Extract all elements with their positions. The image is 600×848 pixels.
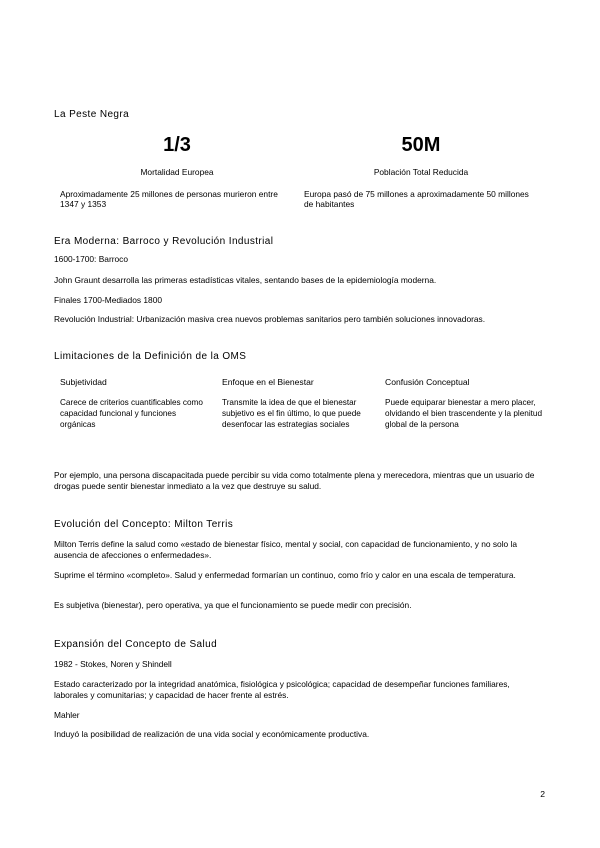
limitation-column [385,377,545,430]
stat-label: Mortalidad Europea [140,167,214,177]
section-title-peste: La Peste Negra [54,109,130,120]
paragraph: Milton Terris define la salud como «estado de bienestar físico, mental y social, con capacidad de funcionamiento, y no solo la ausencia de afecciones o enfermedades». [54,539,518,560]
column-body: Transmite la idea de que el bienestar subjetivo es el fin último, lo que puede desenfocar las estrategias sociales [222,398,361,429]
paragraph: Por ejemplo, una persona discapacitada puede percibir su vida como totalmente plena y merecedora, mientras que un usuario de drogas puede sentir bienestar inmediato a la vez que destruye su salud. [54,470,535,491]
section-title-expansion: Expansión del Concepto de Salud [54,639,218,650]
section-title-terris: Evolución del Concepto: Milton Terris [54,519,234,530]
limitation-column [222,377,372,430]
stat-desc: Aproximadamente 25 millones de personas murieron entre 1347 y 1353 [60,189,278,209]
stat-mortalidad [67,134,287,177]
paragraph: Revolución Industrial: Urbanización masiva crea nuevos problemas sanitarios pero también soluciones innovadoras. [54,314,486,324]
section-title-oms: Limitaciones de la Definición de la OMS [54,351,247,362]
subheading: 1982 - Stokes, Noren y Shindell [54,659,172,669]
stat-desc: Europa pasó de 75 millones a aproximadamente 50 millones de habitantes [304,189,529,209]
period-label: Finales 1700-Mediados 1800 [54,295,163,305]
column-title: Subjetividad [60,377,107,387]
subheading: Mahler [54,710,80,720]
paragraph: Suprime el término «completo». Salud y enfermedad formarían un continuo, como frío y calor en una escala de temperatura. [54,570,516,580]
section-title-moderna: Era Moderna: Barroco y Revolución Industrial [54,236,274,247]
stat-poblacion [311,134,531,177]
limitation-column [60,377,210,430]
paragraph: Induyó la posibilidad de realización de una vida social y económicamente productiva. [54,729,370,739]
column-title: Enfoque en el Bienestar [222,377,314,387]
column-body: Carece de criterios cuantificables como capacidad funcional y funciones orgánicas [60,398,203,429]
paragraph: John Graunt desarrolla las primeras estadísticas vitales, sentando bases de la epidemiología moderna. [54,275,437,285]
stat-value: 1/3 [163,134,191,156]
stat-value: 50M [401,134,441,156]
paragraph: Estado caracterizado por la integridad anatómica, fisiológica y psicológica; capacidad de desempeñar funciones familiares, laborales y comunitarias; y capacidad de hacer frente al estrés. [54,679,510,700]
paragraph: Es subjetiva (bienestar), pero operativa, ya que el funcionamiento se puede medir con precisión. [54,600,412,610]
period-label: 1600-1700: Barroco [54,254,129,264]
column-body: Puede equiparar bienestar a mero placer, olvidando el bien trascendente y la plenitud global de la persona [385,398,543,429]
column-title: Confusión Conceptual [385,377,470,387]
stat-label: Población Total Reducida [373,167,469,177]
page-number: 2 [540,789,545,799]
